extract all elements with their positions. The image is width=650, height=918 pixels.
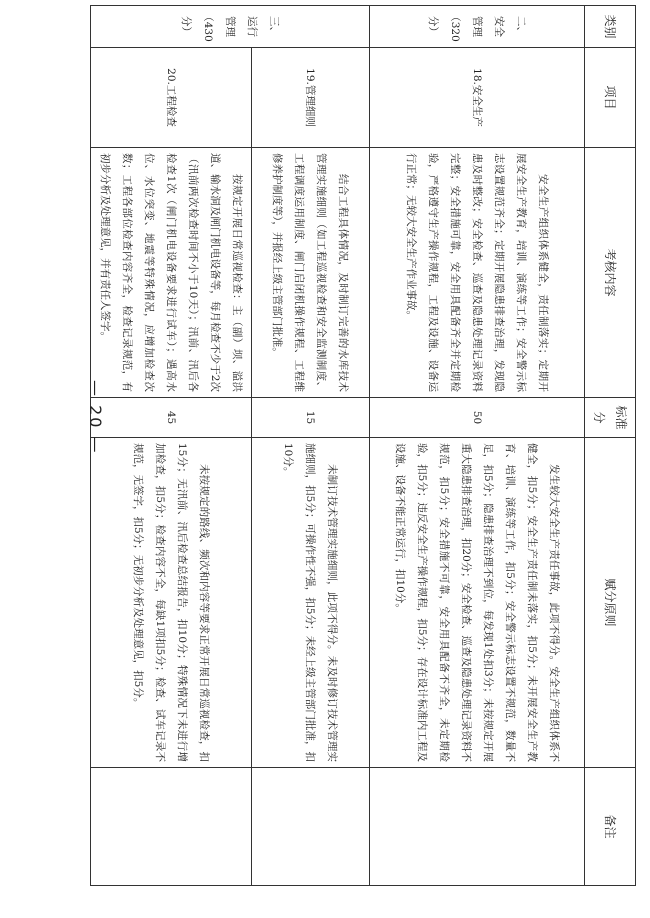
table-row [91, 6, 252, 886]
table-header-row [585, 6, 636, 886]
content-cell: 安全生产组织体系健全，责任制落实；定期开展安全生产教育，培训、演练等工作；安全警示标志设置规范齐全；定期开展隐患排查治理，发现隐患及时整改；安全检查、巡查及隐患处理记录资料完整；安全措施可靠，安全用具配备齐全并定期检验，严格遵守生产操作规程，工程及设施、设备运行正常；无较大安全生产作业事故。 [370, 148, 585, 398]
header-content: 考核内容 [585, 148, 636, 398]
item-cell: 18.安全生产 [370, 48, 585, 148]
header-item: 项目 [585, 48, 636, 148]
rule-cell: 未按规定的路线、频次和内容等要求正常开展日常巡视检查，扣15分；无汛前、汛后检查总结报告，扣10分；特殊情况下未进行增加检查，扣5分；检查内容不全，每缺1项扣5分；检查、试车记录不规范，无签字，扣5分；无初步分析及处理意见，扣5分。 [91, 438, 252, 768]
rule-cell: 发生较大安全生产责任事故，此项不得分。安全生产组织体系不健全，扣5分；安全生产责任制未落实，扣5分；未开展安全生产教育、培训、演练等工作，扣5分；安全警示标志设置不规范，数量不足，扣5分；隐患排查治理不到位，每发现1处扣3分；未按规定开展重大隐患排查治理，扣20分；安全检查、巡查及隐患处理记录资料不规范，扣5分；安全措施不可靠，安全用具配备不齐全，未定期检验，扣5分；违反安全生产操作规程，扣5分；存在设计标准内工程及设施、设备不能正常运行，扣10分。 [370, 438, 585, 768]
item-cell: 20.工程检查 [91, 48, 252, 148]
score-cell: 45 [91, 398, 252, 438]
score-cell: 15 [252, 398, 370, 438]
note-cell [370, 768, 585, 886]
category-cell: 二、安全管理（320分） [370, 6, 585, 48]
item-cell: 19.管理细则 [252, 48, 370, 148]
note-cell [252, 768, 370, 886]
header-category: 类别 [585, 6, 636, 48]
table-row [252, 6, 370, 886]
page-number: — 20 — [86, 380, 105, 455]
rule-cell: 未制订技术管理实施细则，此项不得分。未及时修订技术管理实施细则，扣5分；可操作性不强，扣5分；未经上级主管部门批准，扣10分。 [252, 438, 370, 768]
table-row [370, 6, 585, 886]
content-cell: 按规定开展日常巡视检查：主（副）坝、溢洪道、输水洞及闸门机电设备等，每月检查不少于2次（汛前两次检查时间不小于10天）；汛前、汛后各检查1次（闸门机电设备要求进行试车）；遇高水位、水位突变、地震等特殊情况，应增加检查次数；工程各部位检查内容齐全，检查记录规范，有初步分析及处理意见，并有责任人签字。 [91, 148, 252, 398]
scoring-table [90, 5, 636, 886]
header-rule: 赋分原则 [585, 438, 636, 768]
score-cell: 50 [370, 398, 585, 438]
header-score: 标准分 [585, 398, 636, 438]
category-cell: 三、运行管理（430分） [91, 6, 370, 48]
note-cell [91, 768, 252, 886]
header-note: 备注 [585, 768, 636, 886]
content-cell: 结合工程具体情况，及时制订完善的水库技术管理实施细则（如工程巡视检查和安全监测制度、工程调度运用制度、闸门启闭机操作规程、工程维修养护制度等），并报经上级主管部门批准。 [252, 148, 370, 398]
